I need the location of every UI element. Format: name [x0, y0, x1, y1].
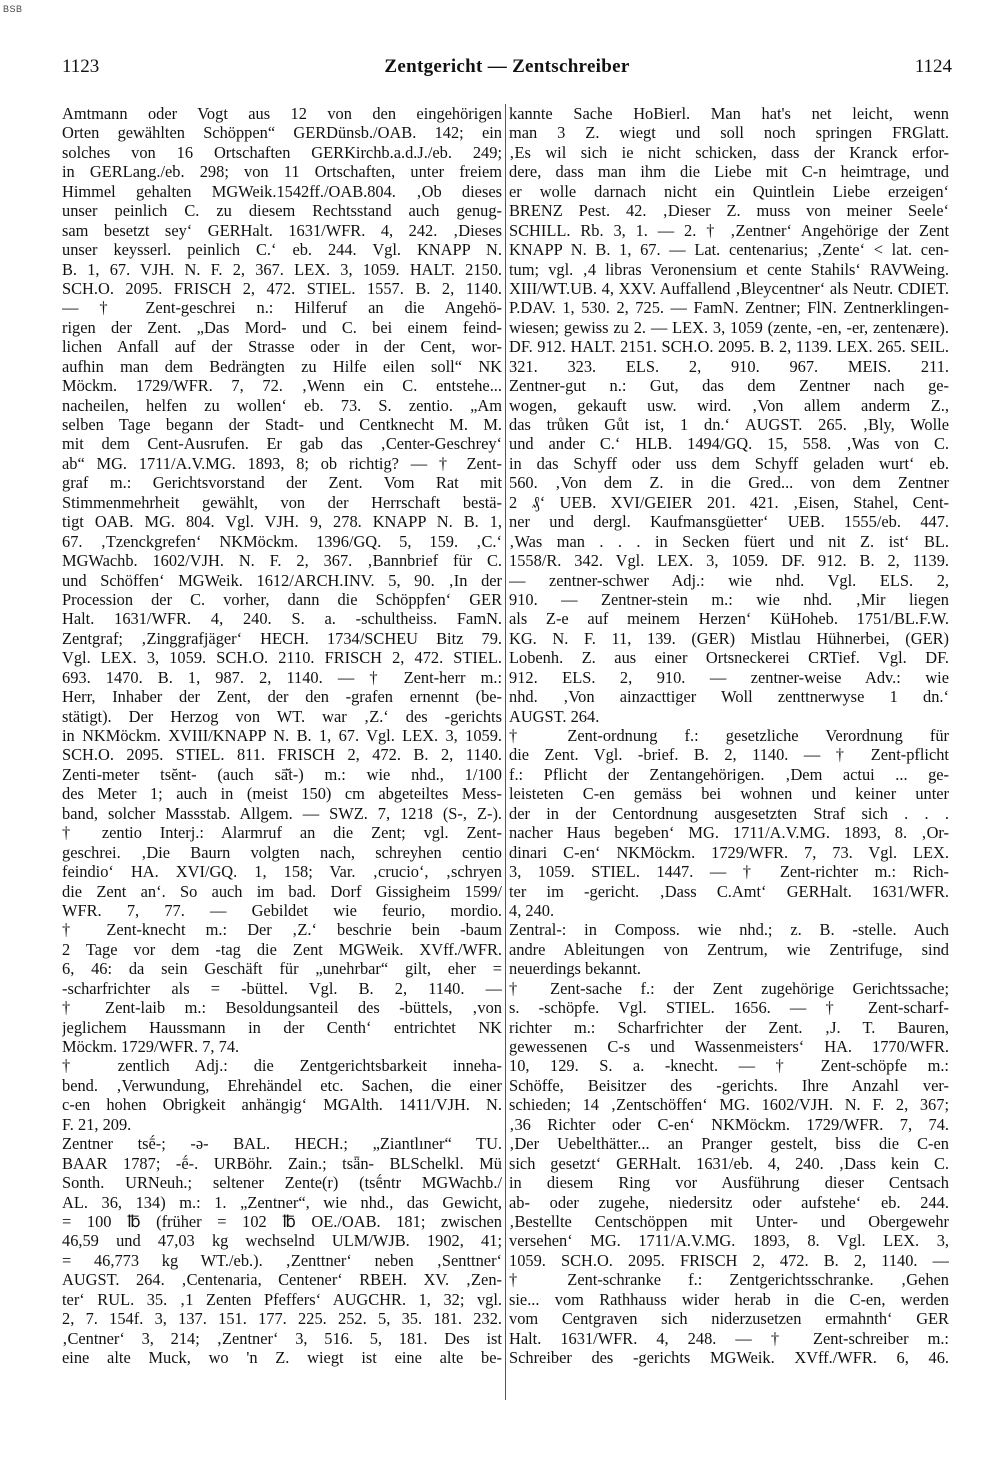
- text-line: Zenti-meter tsĕnt- (auch sā̆t-) m.: wie nhd., 1/100: [62, 764, 502, 784]
- text-line: rigen der Zent. „Das Mord- und C. bei einem feind-: [62, 317, 502, 337]
- text-line: KNAPP N. B. 1, 67. — Lat. centenarius; ‚Zente‘ < lat. cen-: [509, 240, 949, 260]
- text-line: des Meter 1; auch in (meist 150) cm abgeteiltes Mess-: [62, 784, 502, 804]
- text-line: 46,59 und 47,03 kg wechselnd ULM/WJB. 1902, 41;: [62, 1231, 502, 1251]
- text-line: sam besetzt sey‘ GERHalt. 1631/WFR. 4, 242. ‚Dieses: [62, 220, 502, 240]
- text-line: jeglichem Haussmann in der Centh‘ entrichtet NK: [62, 1017, 502, 1037]
- text-line: selben Tage begann der Stadt- und Centknecht M. M.: [62, 415, 502, 434]
- text-line: er wolle darnach nicht ein Quintlein Liebe erzeigen‘: [509, 181, 949, 201]
- text-line: die Zent. Vgl. -brief. B. 2, 1140. — † Zent-pflicht: [509, 745, 949, 765]
- text-line: neuerdings bekannt.: [509, 959, 641, 979]
- text-line: leisteten C-en gemäss bei wohnen und keiner unter: [509, 784, 949, 804]
- text-line: man 3 Z. wiegt und soll noch springen FRGlatt.: [509, 123, 949, 143]
- text-line: ab- oder zugehe, niedersitz oder aufstehe‘ eb. 244.: [509, 1192, 949, 1212]
- text-line: eine alte Muck, wo 'n Z. wiegt ist eine alte be-: [62, 1348, 502, 1367]
- text-line: AUGST. 264. ‚Centenaria, Centener‘ RBEH. XV. ‚Zen-: [62, 1270, 502, 1290]
- text-line: stätigt). Der Herzog von WT. war ‚Z.‘ des -gerichts: [62, 706, 502, 726]
- text-line: Procession der C. vorher, dann die Schöppfen‘ GER: [62, 589, 502, 609]
- text-line: 912. ELS. 2, 910. — zentner-weise Adv.: wie: [509, 667, 949, 687]
- text-line: bend. ‚Verwundung, Ehrehändel etc. Sachen, die einer: [62, 1075, 502, 1095]
- text-line: dinari C-en‘ NKMöckm. 1729/WFR. 7, 73. Vgl. LEX.: [509, 842, 949, 862]
- text-line: 67. ‚Tzenckgrefen‘ NKMöckm. 1396/GQ. 5, 159. ‚C.‘: [62, 531, 502, 551]
- text-line: in GERLang./eb. 298; von 11 Ortschaften, unter freiem: [62, 162, 502, 182]
- text-line: in diesem Ring vor Ausführung dieser Centsach: [509, 1173, 949, 1193]
- text-line: AL. 36, 134) m.: 1. „Zentner“, wie nhd., das Gewicht,: [62, 1192, 502, 1212]
- text-line: sie... vom Rathhauss wider herab in die C-en, werden: [509, 1289, 949, 1309]
- text-line: † Zent-ordnung f.: gesetzliche Verordnung für: [509, 726, 949, 745]
- text-line: -scharfrichter als = -büttel. Vgl. B. 2, 1140. —: [62, 978, 502, 998]
- text-line: der in der Centordnung ausgesetzten Straf sich . . .: [509, 803, 949, 823]
- text-line: ‚Was man . . . in Secken füert und nit Z. ist‘ BL.: [509, 531, 949, 551]
- text-line: Lobenh. Z. aus einer Ortsneckerei CRTief. Vgl. DF.: [509, 648, 949, 668]
- text-line: † Zent-schranke f.: Zentgerichtsschranke. ‚Gehen: [509, 1270, 949, 1290]
- text-line: ab“ MG. 1711/A.V.MG. 1893, 8; ob richtig? — † Zent-: [62, 453, 502, 473]
- text-line: richter m.: Scharfrichter der Zent. ‚J. T. Bauren,: [509, 1017, 949, 1037]
- text-line: DF. 912. HALT. 2151. SCH.O. 2095. B. 2, 1139. LEX. 265. SEIL.: [509, 337, 949, 357]
- text-line: AUGST. 264.: [509, 706, 600, 726]
- text-line: feindio‘ HA. XVI/GQ. 1, 158; Var. ‚crucio‘, ‚schryen: [62, 862, 502, 882]
- library-stamp: BSB: [3, 4, 23, 14]
- text-line: Vgl. LEX. 3, 1059. SCH.O. 2110. FRISCH 2, 472. STIEL.: [62, 648, 502, 668]
- text-line: f.: Pflicht der Zentangehörigen. ‚Dem actui ... ge-: [509, 764, 949, 784]
- text-line: Orten gewählten Schöppen“ GERDünsb./OAB. 142; ein: [62, 123, 502, 143]
- running-title: Zentgericht — Zentschreiber: [384, 56, 630, 77]
- text-line: = 46,773 kg WT./eb.). ‚Zenttner‘ neben ‚Senttner‘: [62, 1250, 502, 1270]
- text-line: — † Zent-geschrei n.: Hilferuf an die Angehö-: [62, 298, 502, 318]
- page-number-left: 1123: [62, 56, 100, 77]
- text-line: † zentio Interj.: Alarmruf an die Zent; vgl. Zent-: [62, 823, 502, 843]
- text-line: andre Ableitungen von Zentrum, wie Zentrifuge, sind: [509, 939, 949, 959]
- text-line: Stimmenmehrheit gewählt, von der Herrschaft bestä-: [62, 492, 502, 512]
- text-line: ‚36 Richter oder C-en‘ NKMöckm. 1729/WFR. 7, 74.: [509, 1114, 949, 1134]
- text-line: Schreiber des -gerichts MGWeik. XVff./WFR. 6, 46.: [509, 1348, 949, 1367]
- left-column: [62, 104, 502, 1367]
- text-line: vom Centgraven sich niderzusetzen ermahnth‘ GER: [509, 1309, 949, 1329]
- text-line: SCH.O. 2095. STIEL. 811. FRISCH 2, 472. B. 2, 1140.: [62, 745, 502, 765]
- text-line: wogen, gekauft usw. wird. ‚Von allem anderm Z.,: [509, 395, 949, 415]
- running-header: [62, 56, 952, 82]
- text-line: gewessenen C-s und Wassenmeisters‘ HA. 1770/WFR.: [509, 1037, 949, 1056]
- text-line: SCH.O. 2095. FRISCH 2, 472. STIEL. 1557. B. 2, 1140.: [62, 278, 502, 298]
- text-line: Möckm. 1729/WFR. 7, 72. ‚Wenn ein C. entstehe...: [62, 376, 502, 396]
- text-line: 4, 240.: [509, 900, 555, 920]
- dictionary-columns: [62, 104, 952, 1400]
- text-line: 910. — Zentner-stein m.: wie nhd. ‚Mir liegen: [509, 589, 949, 609]
- text-line: ner und dergl. Kaufmansgüetter‘ UEB. 1555/eb. 447.: [509, 512, 949, 532]
- text-line: graf m.: Gerichtsvorstand der Zent. Vom Rat mit: [62, 473, 502, 493]
- text-line: SCHILL. Rb. 3, 1. — 2. † ‚Zentner‘ Angehörige der Zent: [509, 220, 949, 240]
- text-line: versehen‘ MG. 1711/A.V.MG. 1893, 8. Vgl. LEX. 3,: [509, 1231, 949, 1251]
- text-line: lichen Anfall auf der Strasse oder in der Cent, wor-: [62, 337, 502, 357]
- text-line: 1059. SCH.O. 2095. FRISCH 2, 472. B. 2, 1140. —: [509, 1250, 949, 1270]
- text-line: wiesen; gewiss zu 2. — LEX. 3, 1059 (zente, -en, -er, zentenære).: [509, 317, 949, 337]
- text-line: solches von 16 Ortschaften GERKirchb.a.d.J./eb. 249;: [62, 142, 502, 162]
- text-line: Herr, Inhaber der Zent, der den -grafen ernennt (be-: [62, 687, 502, 707]
- text-line: sich gesetzt‘ GERHalt. 1631/eb. 4, 240. ‚Dass kein C.: [509, 1153, 949, 1173]
- page-number-right: 1124: [914, 56, 952, 77]
- text-line: Möckm. 1729/WFR. 7, 74.: [62, 1037, 240, 1056]
- text-line: 321. 323. ELS. 2, 910. 967. MEIS. 211.: [509, 356, 949, 376]
- text-line: F. 21, 209.: [62, 1114, 132, 1134]
- text-line: in NKMöckm. XVIII/KNAPP N. B. 1, 67. Vgl. LEX. 3, 1059.: [62, 726, 502, 745]
- text-line: 10, 129. S. a. -knecht. — † Zent-schöpfe m.:: [509, 1056, 949, 1076]
- text-line: und ander C.‘ HLB. 1494/GQ. 15, 558. ‚Was von C.: [509, 434, 949, 454]
- text-line: und Schöffen‘ MGWeik. 1612/ARCH.INV. 5, 90. ‚In der: [62, 570, 502, 590]
- text-line: c-en hohen Obrigkeit anhängig‘ MGAlth. 1411/VJH. N.: [62, 1095, 502, 1115]
- text-line: 2 Tage vor dem -tag die Zent MGWeik. XVff./WFR.: [62, 939, 502, 959]
- text-line: band, solcher Massstab. Allgem. — SWZ. 7, 1218 (S-, Z-).: [62, 803, 502, 823]
- text-line: kannte Sache HoBierl. Man hat's net leicht, wenn: [509, 104, 949, 123]
- text-line: die Zent an‘. So auch im bad. Dorf Gissigheim 1599/: [62, 881, 502, 901]
- text-line: Zentner-gut n.: Gut, das dem Zentner nach ge-: [509, 376, 949, 396]
- text-line: B. 1, 67. VJH. N. F. 2, 367. LEX. 3, 1059. HALT. 2150.: [62, 259, 502, 279]
- text-line: — zentner-schwer Adj.: wie nhd. Vgl. ELS. 2,: [509, 570, 949, 590]
- text-line: Zentgraf; ‚Zinggrafjäger‘ HECH. 1734/SCHEU Bitz 79.: [62, 628, 502, 648]
- text-line: ter‘ RUL. 35. ‚1 Zenten Pfeffers‘ AUGCHR. 1, 32; vgl.: [62, 1289, 502, 1309]
- text-line: 6, 46: da sein Geschäft für „unehrbar“ gilt, eher =: [62, 959, 502, 979]
- text-line: aufhin man dem Bedrängten zu Hilfe eilen soll“ NK: [62, 356, 502, 376]
- text-line: dere, dass man ihm die Liebe mit C-n heimtrage, und: [509, 162, 949, 182]
- text-line: Schöffe, Beisitzer des -gerichts. Ihre Anzahl ver-: [509, 1075, 949, 1095]
- text-line: † zentlich Adj.: die Zentgerichtsbarkeit inneha-: [62, 1056, 502, 1076]
- text-line: 560. ‚Von dem Z. in die Gred... von dem Zentner: [509, 473, 949, 493]
- text-line: das trůken Gůt ist, 1 dn.‘ AUGST. 265. ‚Bly, Wolle: [509, 415, 949, 434]
- text-line: unser peinlich C. zu diesem Rechtsstand auch genug-: [62, 201, 502, 221]
- text-line: ‚Centner‘ 3, 214; ‚Zentner‘ 3, 516. 5, 181. Des ist: [62, 1328, 502, 1348]
- text-line: WFR. 7, 77. — Gebildet wie feurio, mordio.: [62, 900, 502, 920]
- text-line: † Zent-laib m.: Besoldungsanteil des -büttels, ‚von: [62, 998, 502, 1018]
- text-line: tigt OAB. MG. 804. Vgl. VJH. 9, 278. KNAPP N. B. 1,: [62, 512, 502, 532]
- text-line: MGWachb. 1602/VJH. N. F. 2, 367. ‚Bannbrief für C.: [62, 551, 502, 571]
- text-line: ‚Bestellte Centschöppen mit Unter- und Obergewehr: [509, 1211, 949, 1231]
- text-line: als Z-e auf meinem Herzen‘ KüHoheb. 1751/BL.F.W.: [509, 609, 949, 629]
- text-line: ter im -gericht. ‚Dass C.Amt‘ GERHalt. 1631/WFR.: [509, 881, 949, 901]
- text-line: 2 ₰‘ UEB. XVI/GEIER 201. 421. ‚Eisen, Stahel, Cent-: [509, 492, 949, 512]
- text-line: † Zent-knecht m.: Der ‚Z.‘ beschrie bein -baum: [62, 920, 502, 940]
- text-line: KG. N. F. 11, 139. (GER) Mistlau Hühnerbei, (GER): [509, 628, 949, 648]
- text-line: 693. 1470. B. 1, 987. 2, 1140. — † Zent-herr m.:: [62, 667, 502, 687]
- text-line: schieden; 14 ‚Zentschöffen‘ MG. 1602/VJH. N. F. 2, 367;: [509, 1095, 949, 1115]
- text-line: † Zent-sache f.: der Zent zugehörige Gerichtssache;: [509, 978, 949, 998]
- text-line: 2, 7. 154f. 3, 137. 151. 177. 225. 252. 5, 35. 181. 232.: [62, 1309, 502, 1329]
- column-divider: [505, 104, 506, 1400]
- text-line: Halt. 1631/WFR. 4, 240. S. a. -schultheiss. FamN.: [62, 609, 502, 629]
- text-line: nacher Haus begeben‘ MG. 1711/A.V.MG. 1893, 8. ‚Or-: [509, 823, 949, 843]
- text-line: Halt. 1631/WFR. 4, 248. — † Zent-schreiber m.:: [509, 1328, 949, 1348]
- text-line: Himmel gehalten MGWeik.1542ff./OAB.804. ‚Ob dieses: [62, 181, 502, 201]
- text-line: s. -schöpfe. Vgl. STIEL. 1656. — † Zent-scharf-: [509, 998, 949, 1018]
- text-line: ‚Der Uebelthätter... an Pranger gestelt, biss die C-en: [509, 1134, 949, 1154]
- text-line: mit dem Cent-Ausrufen. Er gab das ‚Center-Geschrey‘: [62, 434, 502, 454]
- text-line: geschrei. ‚Die Baurn volgten nach, schreyhen centio: [62, 842, 502, 862]
- text-line: BRENZ Pest. 42. ‚Dieser Z. muss von meiner Seele‘: [509, 201, 949, 221]
- text-line: unser keysserl. peinlich C.‘ eb. 244. Vgl. KNAPP N.: [62, 240, 502, 260]
- text-line: Sonth. URNeuh.; seltener Zente(r) (tsḗntr MGWachb./: [62, 1173, 502, 1193]
- text-line: nhd. ‚Von ainzacttiger Woll zenttnerwyse 1 dn.‘: [509, 687, 949, 707]
- text-line: Zentral-: in Composs. wie nhd.; z. B. -stelle. Auch: [509, 920, 949, 940]
- text-line: 1558/R. 342. Vgl. LEX. 3, 1059. DF. 912. B. 2, 1139.: [509, 551, 949, 571]
- text-line: in das Schyff oder uss dem Schyff geladen wurt‘ eb.: [509, 453, 949, 473]
- text-line: XIII/WT.UB. 4, XXV. Auffallend ‚Bleycentner‘ als Neutr. CDIET.: [509, 278, 949, 298]
- text-line: = 100 ℔ (früher = 102 ℔ OE./OAB. 181; zwischen: [62, 1211, 502, 1231]
- text-line: BAAR 1787; -ḗ-. URBöhr. Zain.; tsǟn- BLSchelkl. Mü: [62, 1153, 502, 1173]
- text-line: nacheilen, helfen zu wollen‘ eb. 73. S. zentio. „Am: [62, 395, 502, 415]
- text-line: P.DAV. 1, 530. 2, 725. — FamN. Zentner; FlN. Zentnerklingen-: [509, 298, 949, 318]
- text-line: Zentner tsḗ-; -ə- BAL. HECH.; „Ziantlıner“ TU.: [62, 1134, 502, 1154]
- text-line: 3, 1059. STIEL. 1447. — † Zent-richter m.: Rich-: [509, 862, 949, 882]
- text-line: tum; vgl. ‚4 libras Veronensium et cente Stahils‘ RAVWeing.: [509, 259, 949, 279]
- text-line: Amtmann oder Vogt aus 12 von den eingehörigen: [62, 104, 502, 123]
- text-line: ‚Es wil sich ie nicht schicken, dass der Kranck erfor-: [509, 142, 949, 162]
- right-column: [509, 104, 949, 1367]
